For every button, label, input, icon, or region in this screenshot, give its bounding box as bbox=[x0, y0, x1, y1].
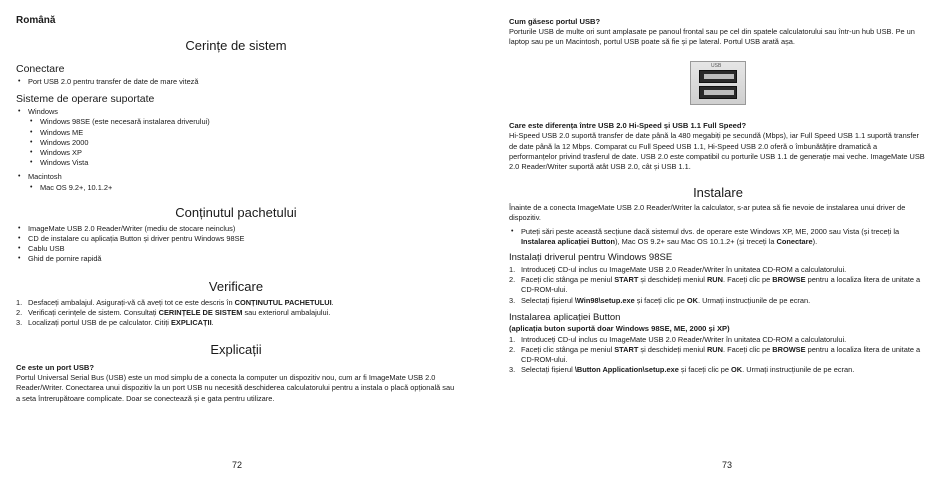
installation-note bbox=[509, 227, 927, 247]
list-item: 2. Verificați cerințele de sistem. Consultați CERINȚELE DE SISTEM sau exteriorul ambalajului. bbox=[16, 307, 331, 317]
left-column bbox=[16, 12, 456, 404]
usb-logo: USB bbox=[711, 63, 722, 70]
installation-title: Instalare bbox=[693, 185, 743, 201]
mac-label: Macintosh bbox=[28, 172, 62, 182]
list-item: 1. Introduceți CD-ul inclus cu ImageMate USB 2.0 Reader/Writer în unitatea CD-ROM a calculatorului. bbox=[509, 265, 847, 275]
system-requirements-title: Cerințe de sistem bbox=[185, 38, 287, 53]
usb-difference-answer: Hi-Speed USB 2.0 suportă transfer de date până la 480 megabiți pe secundă (Mbps), iar Full Speed USB 1.1 suportă transfer de date până la 12 Mbps. Comparat cu Full Speed USB 1.1, Hi-Speed USB 2.0 oferă o îmbunătățire dramatică a performanțelor privind trasferul de date. USB 2.0 este compatibil cu porturile USB 1.1 de generație mai veche. ImageMate USB 2.0 Reader/Writer suportă atât USB 2.0, cât și USB 1.1. bbox=[509, 131, 925, 172]
verification-list bbox=[16, 298, 456, 329]
button-app-steps bbox=[509, 335, 927, 376]
right-page bbox=[475, 0, 950, 477]
list-item: • Windows Vista bbox=[28, 158, 456, 168]
list-item: • Windows XP bbox=[28, 148, 456, 158]
button-app-subtitle: (aplicația buton suportă doar Windows 98SE, ME, 2000 și XP) bbox=[509, 323, 730, 333]
usb-port-answer: Portul Universal Serial Bus (USB) este un mod simplu de a conecta la computer un dispozitiv nou, cum ar fi ImageMate USB 2.0 Reader/Writer. Conectarea unui dispozitiv la un port USB nu necesită deschiderea calculatorului pentru a instala o placă opțională sau a seta întrerupătoare complicate. Doar se conectează și e gata pentru utilizare. bbox=[16, 373, 455, 403]
driver-steps bbox=[509, 265, 927, 306]
find-usb-question: Cum găsesc portul USB? bbox=[509, 17, 601, 26]
mac-list bbox=[28, 183, 456, 193]
page-number: 72 bbox=[231, 460, 242, 470]
list-item bbox=[16, 172, 456, 192]
windows-label: Windows bbox=[28, 107, 58, 117]
installation-intro: Înainte de a conecta ImageMate USB 2.0 Reader/Writer la calculator, s-ar putea să fie nevoie de instalarea unui driver de dispozitiv. bbox=[509, 203, 906, 223]
supported-os-heading: Sisteme de operare suportate bbox=[16, 93, 155, 106]
list-item: • CD de instalare cu aplicația Button și driver pentru Windows 98SE bbox=[16, 234, 456, 244]
language-label: Română bbox=[16, 15, 56, 26]
list-item: 1. Desfaceți ambalajul. Asigurați-vă că aveți tot ce este descris în CONȚINUTUL PACHETULUI. bbox=[16, 297, 334, 307]
package-contents-title: Conținutul pachetului bbox=[175, 204, 297, 220]
usb-port-top bbox=[699, 70, 737, 83]
right-column bbox=[509, 12, 927, 376]
list-item: • Port USB 2.0 pentru transfer de date de mare viteză bbox=[16, 77, 456, 87]
list-item: 2. Faceți clic stânga pe meniul START și deschideți meniul RUN. Faceți clic pe BROWSE pentru a localiza litera de unitate a CD-ROM-ului. bbox=[509, 275, 921, 295]
driver-install-heading: Instalați driverul pentru Windows 98SE bbox=[509, 252, 673, 264]
explanations-title: Explicații bbox=[210, 342, 262, 358]
list-item: • ImageMate USB 2.0 Reader/Writer (mediu de stocare neinclus) bbox=[16, 224, 456, 234]
usb-difference-question: Care este diferența între USB 2.0 Hi-Speed și USB 1.1 Full Speed? bbox=[509, 121, 747, 131]
list-item: • Puteți sări peste această secțiune dacă sistemul dvs. de operare este Windows XP, ME, 2000 sau Vista (și treceți la Instalarea aplicației Button), Mac OS 9.2+ sau Mac OS 10.1.2+ (și treceți la Conectare). bbox=[509, 227, 927, 247]
connect-list bbox=[16, 77, 456, 87]
find-usb-answer: Porturile USB de multe ori sunt amplasate pe panoul frontal sau pe cel din spatele calculatorului sau într-un hub USB. Pe un laptop sau pe un Macintosh, portul USB poate să fie și pe lateral. Portul USB arată așa. bbox=[509, 27, 915, 47]
list-item: • Windows ME bbox=[28, 128, 456, 138]
page-number: 73 bbox=[721, 460, 732, 470]
usb-port-image bbox=[690, 61, 746, 105]
list-item: 2. Faceți clic stânga pe meniul START și deschideți meniul RUN. Faceți clic pe BROWSE pentru a localiza litera de unitate a CD-ROM-ului. bbox=[509, 345, 921, 365]
list-item: • Windows 98SE (este necesară instalarea driverului) bbox=[28, 117, 456, 127]
list-item: • Mac OS 9.2+, 10.1.2+ bbox=[28, 183, 456, 193]
list-item: 3. Localizați portul USB de pe calculator. Citiți EXPLICAȚII. bbox=[16, 318, 214, 328]
verification-title: Verificare bbox=[208, 278, 264, 294]
button-app-heading: Instalarea aplicației Button bbox=[509, 311, 621, 323]
list-item: 3. Selectați fișierul \Button Application\setup.exe și faceți clic pe OK. Urmați instrucțiunile de pe ecran. bbox=[509, 365, 855, 375]
list-item bbox=[16, 107, 456, 168]
list-item: • Cablu USB bbox=[16, 244, 456, 254]
windows-list bbox=[28, 117, 456, 168]
list-item: • Ghid de pornire rapidă bbox=[16, 254, 456, 264]
os-list bbox=[16, 107, 456, 193]
connect-heading: Conectare bbox=[16, 63, 65, 75]
list-item: • Windows 2000 bbox=[28, 138, 456, 148]
list-item: 3. Selectați fișierul \Win98\setup.exe și faceți clic pe OK. Urmați instrucțiunile de pe ecran. bbox=[509, 295, 811, 305]
package-list bbox=[16, 224, 456, 265]
usb-port-bottom bbox=[699, 86, 737, 99]
usb-port-question: Ce este un port USB? bbox=[16, 363, 95, 373]
list-item: 1. Introduceți CD-ul inclus cu ImageMate USB 2.0 Reader/Writer în unitatea CD-ROM a calculatorului. bbox=[509, 334, 847, 344]
